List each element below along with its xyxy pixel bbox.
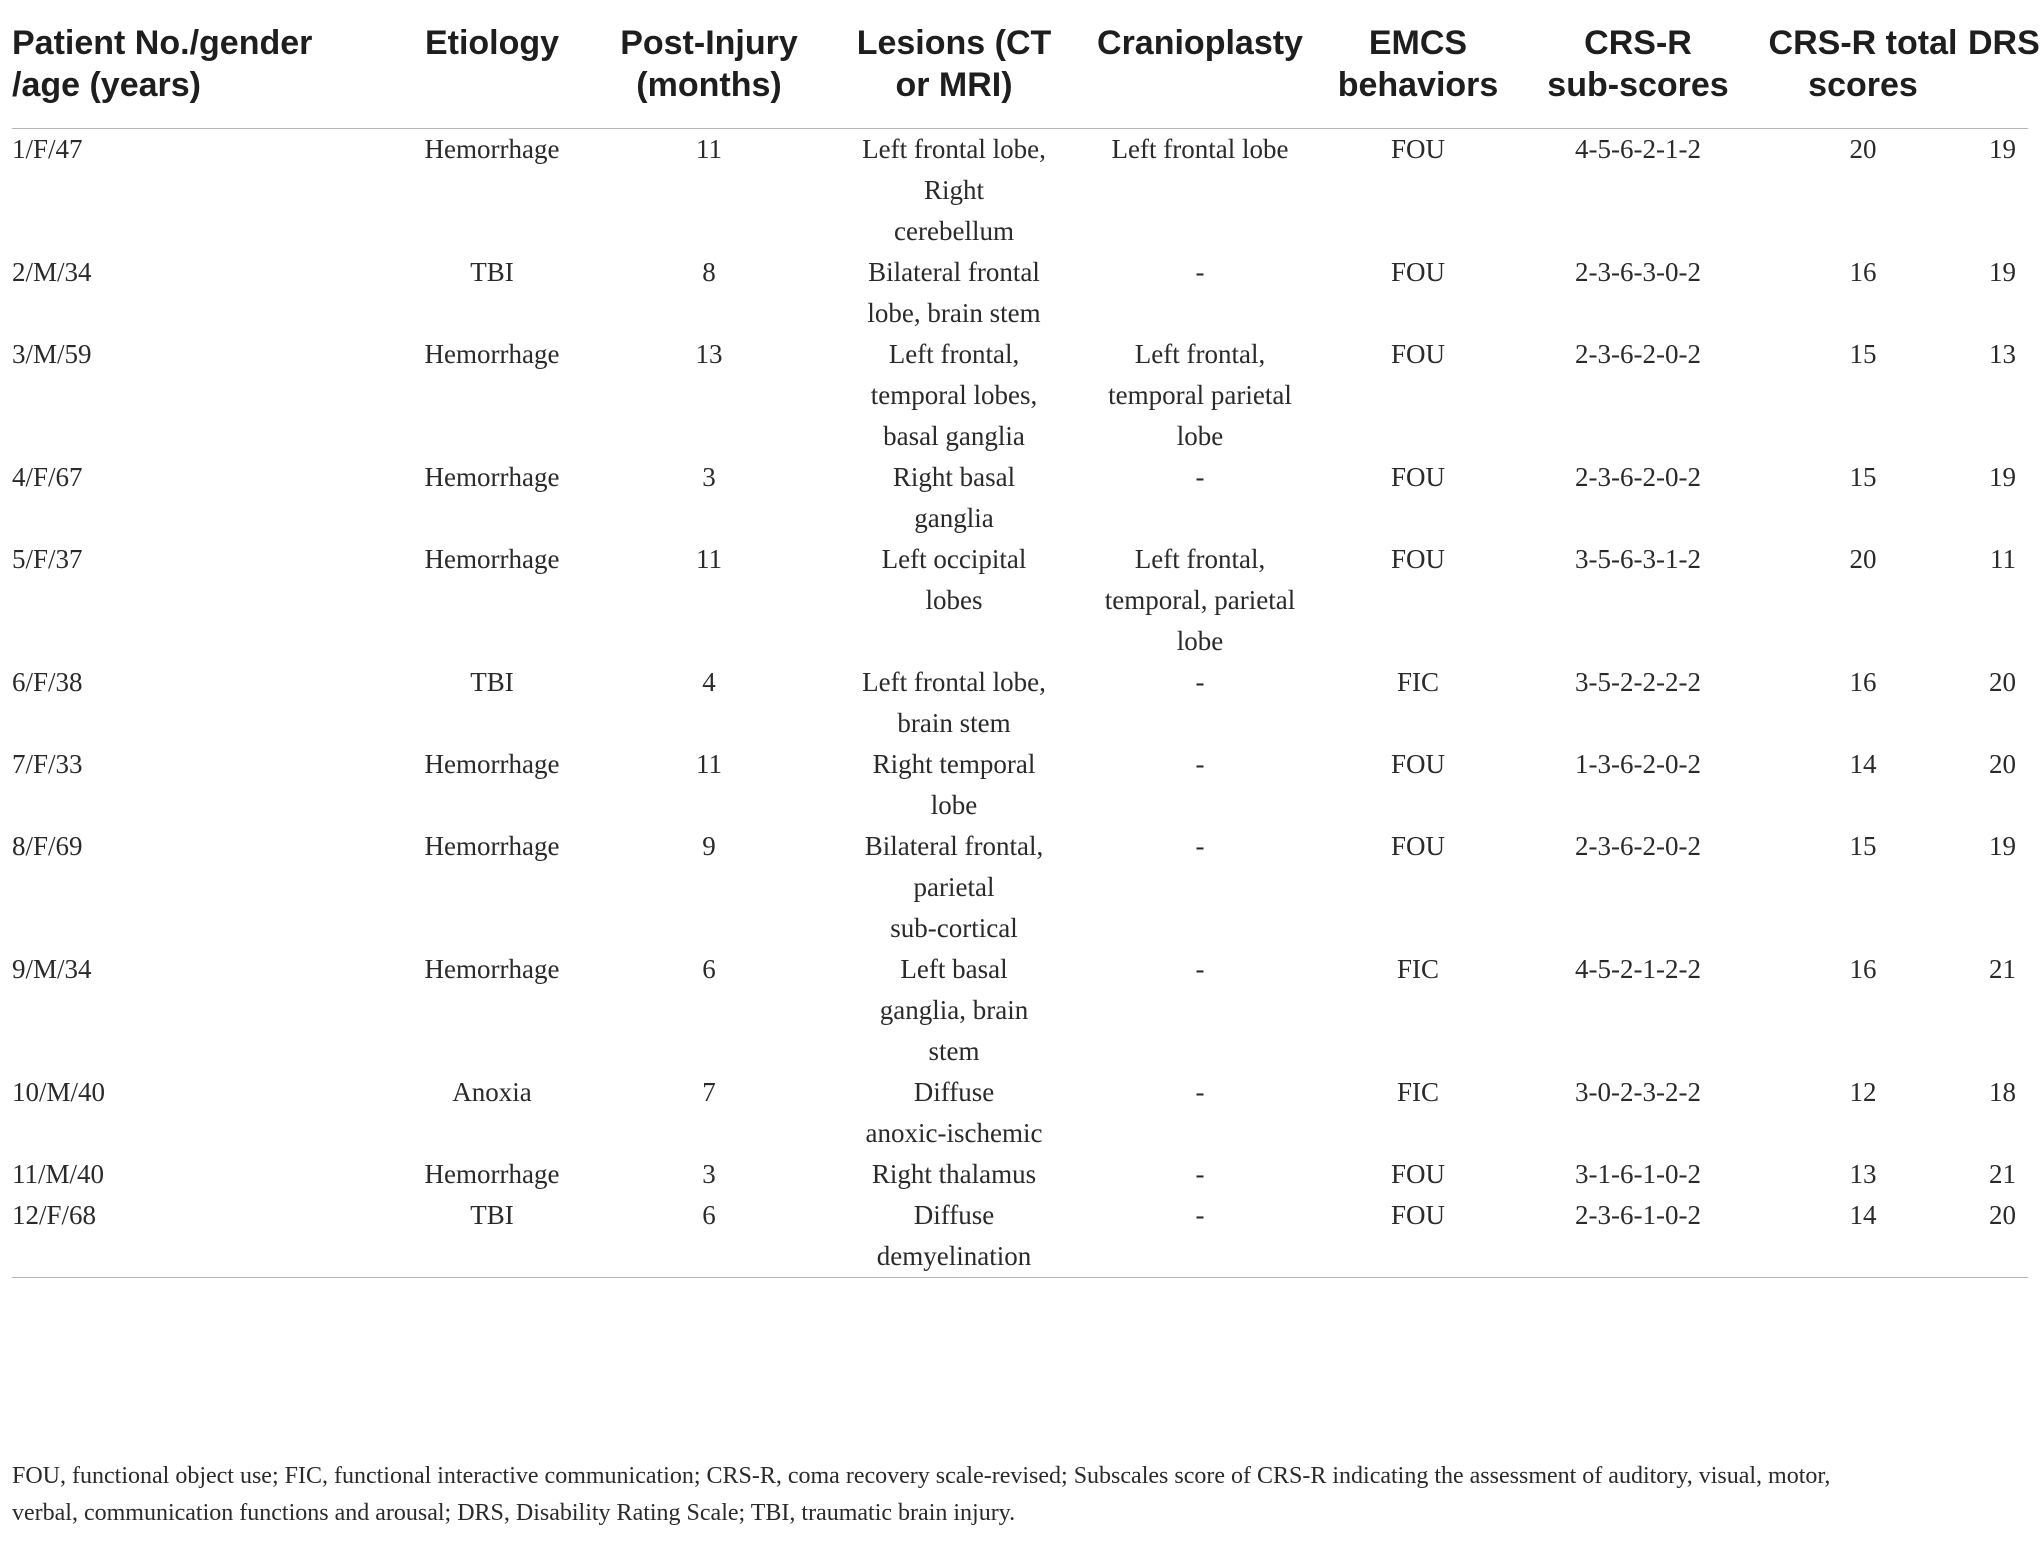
footnote-line: verbal, communication functions and arousal; DRS, Disability Rating Scale; TBI, traumatic brain injury. (12, 1500, 1016, 1526)
drs-cell: 19 (1989, 831, 2016, 861)
cell-text-line: demyelination (876, 1241, 1032, 1271)
crsr-total-cell: 12 (1849, 1077, 1877, 1107)
cranioplasty-cell (1082, 129, 1318, 253)
lesions-cell (826, 949, 1082, 1072)
crsr-total-cell: 16 (1849, 257, 1877, 287)
col-header-lesions (826, 22, 1082, 129)
lesions-cell (826, 1154, 1082, 1195)
crsr-total-cell: 20 (1849, 544, 1877, 574)
header-text-line: scores (1808, 66, 1918, 104)
cell-text-line: - (1195, 667, 1205, 697)
emcs-cell: FOU (1390, 257, 1445, 287)
post-injury-cell: 13 (695, 339, 723, 369)
drs-cell: 20 (1968, 1195, 2028, 1278)
cell-text-line: temporal lobes, (870, 380, 1038, 410)
col-header-drs (1968, 22, 2040, 129)
cell-text-line: basal ganglia (883, 421, 1025, 451)
crsr-subscores-cell: 2-3-6-2-0-2 (1575, 462, 1701, 492)
crsr-total-cell: 14 (1758, 1195, 1968, 1278)
cell-text-line: lobes (925, 585, 983, 615)
crsr-total-cell: 20 (1849, 134, 1877, 164)
header-text-line: CRS-R (1584, 24, 1692, 62)
cell-text-line: - (1195, 257, 1205, 287)
col-header-crsr-subscores (1518, 22, 1758, 129)
patient-characteristics-table (12, 22, 2040, 1278)
table-row (12, 539, 2028, 662)
cranioplasty-cell (1082, 949, 1318, 1072)
emcs-cell: FIC (1396, 667, 1440, 697)
crsr-total-cell: 14 (1849, 749, 1877, 779)
post-injury-cell: 11 (696, 749, 722, 779)
cell-text-line: - (1195, 749, 1205, 779)
post-injury-cell: 7 (702, 1077, 716, 1107)
emcs-cell: FOU (1390, 831, 1445, 861)
col-header-patient (12, 22, 392, 129)
footnote-line: FOU, functional object use; FIC, functional interactive communication; CRS-R, coma recovery scale-revised; Subscales score of CRS-R indicating the assessment of auditory, visual, motor, (12, 1463, 1831, 1489)
crsr-total-cell: 13 (1849, 1159, 1877, 1189)
crsr-subscores-cell: 3-0-2-3-2-2 (1575, 1077, 1701, 1107)
patient-cell: 7/F/33 (12, 749, 83, 779)
cell-text-line: sub-cortical (890, 913, 1018, 943)
patient-cell: 8/F/69 (12, 831, 83, 861)
table-row (12, 457, 2028, 539)
table-body (12, 129, 2028, 1278)
cell-text-line: temporal parietal (1108, 380, 1292, 410)
col-header-post-injury (592, 22, 826, 129)
cranioplasty-cell (1082, 662, 1318, 744)
etiology-cell: Hemorrhage (424, 954, 560, 984)
header-text-line: sub-scores (1547, 66, 1729, 104)
crsr-total-cell: 16 (1849, 954, 1877, 984)
crsr-total-cell: 15 (1849, 462, 1877, 492)
patient-cell: 9/M/34 (12, 954, 92, 984)
crsr-subscores-cell: 2-3-6-3-0-2 (1575, 257, 1701, 287)
cell-text-line: lobe (1176, 626, 1224, 656)
drs-cell: 13 (1989, 339, 2016, 369)
post-injury-cell: 8 (702, 257, 716, 287)
table-row (12, 1072, 2028, 1154)
header-text-line: EMCS (1368, 24, 1468, 62)
table-row (12, 662, 2028, 744)
cell-text-line: Bilateral frontal (868, 257, 1040, 287)
cell-text-line: - (1195, 462, 1205, 492)
drs-cell: 19 (1989, 134, 2016, 164)
cranioplasty-cell (1082, 252, 1318, 334)
lesions-cell (826, 744, 1082, 826)
cranioplasty-cell (1082, 539, 1318, 662)
crsr-subscores-cell: 1-3-6-2-0-2 (1575, 749, 1701, 779)
lesions-cell (826, 539, 1082, 662)
table-row (12, 1154, 2028, 1195)
crsr-total-cell: 15 (1849, 339, 1877, 369)
lesions-cell (826, 826, 1082, 949)
table-row (12, 252, 2028, 334)
lesions-cell (826, 1072, 1082, 1154)
cell-text-line: Right basal (892, 462, 1016, 492)
etiology-cell: Hemorrhage (424, 749, 560, 779)
etiology-cell: Hemorrhage (424, 831, 560, 861)
patient-cell: 5/F/37 (12, 544, 83, 574)
emcs-cell: FIC (1396, 954, 1440, 984)
patient-cell: 1/F/47 (12, 134, 83, 164)
cell-text-line: Left frontal lobe, (862, 667, 1046, 697)
drs-cell: 20 (1989, 749, 2016, 779)
crsr-subscores-cell: 3-1-6-1-0-2 (1575, 1159, 1701, 1189)
crsr-total-cell: 16 (1849, 667, 1877, 697)
etiology-cell: Hemorrhage (424, 339, 560, 369)
patient-cell: 2/M/34 (12, 257, 92, 287)
post-injury-cell: 3 (702, 462, 716, 492)
cell-text-line: parietal (913, 872, 995, 902)
drs-cell: 20 (1989, 667, 2016, 697)
emcs-cell: FOU (1390, 1159, 1445, 1189)
header-text-line: Lesions (CT (856, 24, 1052, 62)
cranioplasty-cell (1082, 744, 1318, 826)
cell-text-line: Left frontal, (1134, 339, 1266, 369)
cranioplasty-cell (1082, 1072, 1318, 1154)
cell-text-line: ganglia, brain (879, 995, 1029, 1025)
post-injury-cell: 11 (696, 544, 722, 574)
post-injury-cell: 4 (702, 667, 716, 697)
lesions-cell (826, 662, 1082, 744)
cell-text-line: - (1195, 1159, 1205, 1189)
lesions-cell (826, 129, 1082, 253)
cell-text-line: ganglia (914, 503, 994, 533)
crsr-subscores-cell: 4-5-6-2-1-2 (1575, 134, 1701, 164)
patient-cell: 3/M/59 (12, 339, 92, 369)
drs-cell: 19 (1989, 257, 2016, 287)
cranioplasty-cell (1082, 1195, 1318, 1278)
cranioplasty-cell (1082, 1154, 1318, 1195)
cell-text-line: Diffuse (913, 1200, 995, 1230)
lesions-cell (826, 1195, 1082, 1278)
cell-text-line: - (1195, 954, 1205, 984)
cell-text-line: anoxic-ischemic (865, 1118, 1043, 1148)
table-row (12, 826, 2028, 949)
drs-cell: 11 (1990, 544, 2016, 574)
patient-cell: 12/F/68 (12, 1195, 392, 1278)
emcs-cell: FOU (1318, 1195, 1518, 1278)
lesions-cell (826, 457, 1082, 539)
emcs-cell: FOU (1390, 462, 1445, 492)
crsr-subscores-cell: 2-3-6-2-0-2 (1575, 339, 1701, 369)
emcs-cell: FOU (1390, 134, 1445, 164)
cell-text-line: brain stem (897, 708, 1011, 738)
cell-text-line: cerebellum (894, 216, 1014, 246)
post-injury-cell: 6 (702, 954, 716, 984)
header-text-line: behaviors (1337, 66, 1499, 104)
col-header-etiology (392, 22, 592, 129)
cell-text-line: temporal, parietal (1104, 585, 1296, 615)
patient-cell: 6/F/38 (12, 667, 83, 697)
cell-text-line: lobe, brain stem (867, 298, 1041, 328)
etiology-cell: TBI (470, 667, 514, 697)
post-injury-cell: 3 (702, 1159, 716, 1189)
post-injury-cell: 9 (702, 831, 716, 861)
emcs-cell: FOU (1390, 749, 1445, 779)
crsr-subscores-cell: 2-3-6-1-0-2 (1518, 1195, 1758, 1278)
patient-cell: 11/M/40 (12, 1159, 105, 1189)
table-row (12, 744, 2028, 826)
cranioplasty-cell (1082, 826, 1318, 949)
cell-text-line: Left occipital (881, 544, 1027, 574)
cell-text-line: Left frontal, (1134, 544, 1266, 574)
header-text-line: /age (years) (12, 66, 201, 104)
header-text-line: CRS-R total (1768, 24, 1958, 62)
etiology-cell: TBI (470, 257, 514, 287)
emcs-cell: FOU (1390, 544, 1445, 574)
crsr-subscores-cell: 3-5-6-3-1-2 (1575, 544, 1701, 574)
cell-text-line: Right temporal (872, 749, 1036, 779)
crsr-subscores-cell: 3-5-2-2-2-2 (1575, 667, 1701, 697)
emcs-cell: FIC (1396, 1077, 1440, 1107)
cell-text-line: - (1195, 1077, 1205, 1107)
patient-cell: 10/M/40 (12, 1077, 106, 1107)
cell-text-line: Diffuse (913, 1077, 995, 1107)
cell-text-line: - (1195, 831, 1205, 861)
lesions-cell (826, 334, 1082, 457)
header-text-line: Etiology (424, 24, 560, 62)
table-row (12, 949, 2028, 1072)
etiology-cell: Hemorrhage (424, 134, 560, 164)
header-text-line: Patient No./gender (12, 24, 313, 62)
header-text-line: Post-Injury (620, 24, 798, 62)
cell-text-line: lobe (930, 790, 978, 820)
emcs-cell: FOU (1390, 339, 1445, 369)
col-header-crsr-total (1758, 22, 1968, 129)
header-text-line: DRS (1968, 24, 2040, 62)
etiology-cell: Hemorrhage (424, 544, 560, 574)
header-text-line: or MRI) (895, 66, 1013, 104)
cell-text-line: Left basal (900, 954, 1008, 984)
cell-text-line: Bilateral frontal, (864, 831, 1044, 861)
etiology-cell: Hemorrhage (424, 1159, 560, 1189)
post-injury-cell: 11 (696, 134, 722, 164)
header-row (12, 22, 2028, 129)
lesions-cell (826, 252, 1082, 334)
drs-cell: 21 (1989, 954, 2016, 984)
cranioplasty-cell (1082, 457, 1318, 539)
drs-cell: 19 (1989, 462, 2016, 492)
table-row (12, 129, 2028, 253)
header-text-line: Cranioplasty (1097, 24, 1303, 62)
cell-text-line: Right thalamus (871, 1159, 1037, 1189)
etiology-cell: TBI (392, 1195, 592, 1278)
etiology-cell: Anoxia (452, 1077, 532, 1107)
table-row (12, 1195, 2028, 1278)
col-header-cranioplasty (1082, 22, 1318, 129)
header-text-line: (months) (636, 66, 782, 104)
drs-cell: 18 (1989, 1077, 2016, 1107)
cell-text-line: stem (928, 1036, 980, 1066)
crsr-total-cell: 15 (1849, 831, 1877, 861)
cell-text-line: Right (923, 175, 984, 205)
crsr-subscores-cell: 2-3-6-2-0-2 (1575, 831, 1701, 861)
cell-text-line: Left frontal lobe (1111, 134, 1289, 164)
cranioplasty-cell (1082, 334, 1318, 457)
table-footnote (12, 1458, 2022, 1532)
post-injury-cell: 6 (592, 1195, 826, 1278)
crsr-subscores-cell: 4-5-2-1-2-2 (1575, 954, 1701, 984)
cell-text-line: lobe (1176, 421, 1224, 451)
drs-cell: 21 (1989, 1159, 2016, 1189)
etiology-cell: Hemorrhage (424, 462, 560, 492)
cell-text-line: Left frontal, (888, 339, 1020, 369)
col-header-emcs (1318, 22, 1518, 129)
cell-text-line: - (1195, 1200, 1205, 1230)
table-row (12, 334, 2028, 457)
patient-cell: 4/F/67 (12, 462, 83, 492)
cell-text-line: Left frontal lobe, (862, 134, 1046, 164)
